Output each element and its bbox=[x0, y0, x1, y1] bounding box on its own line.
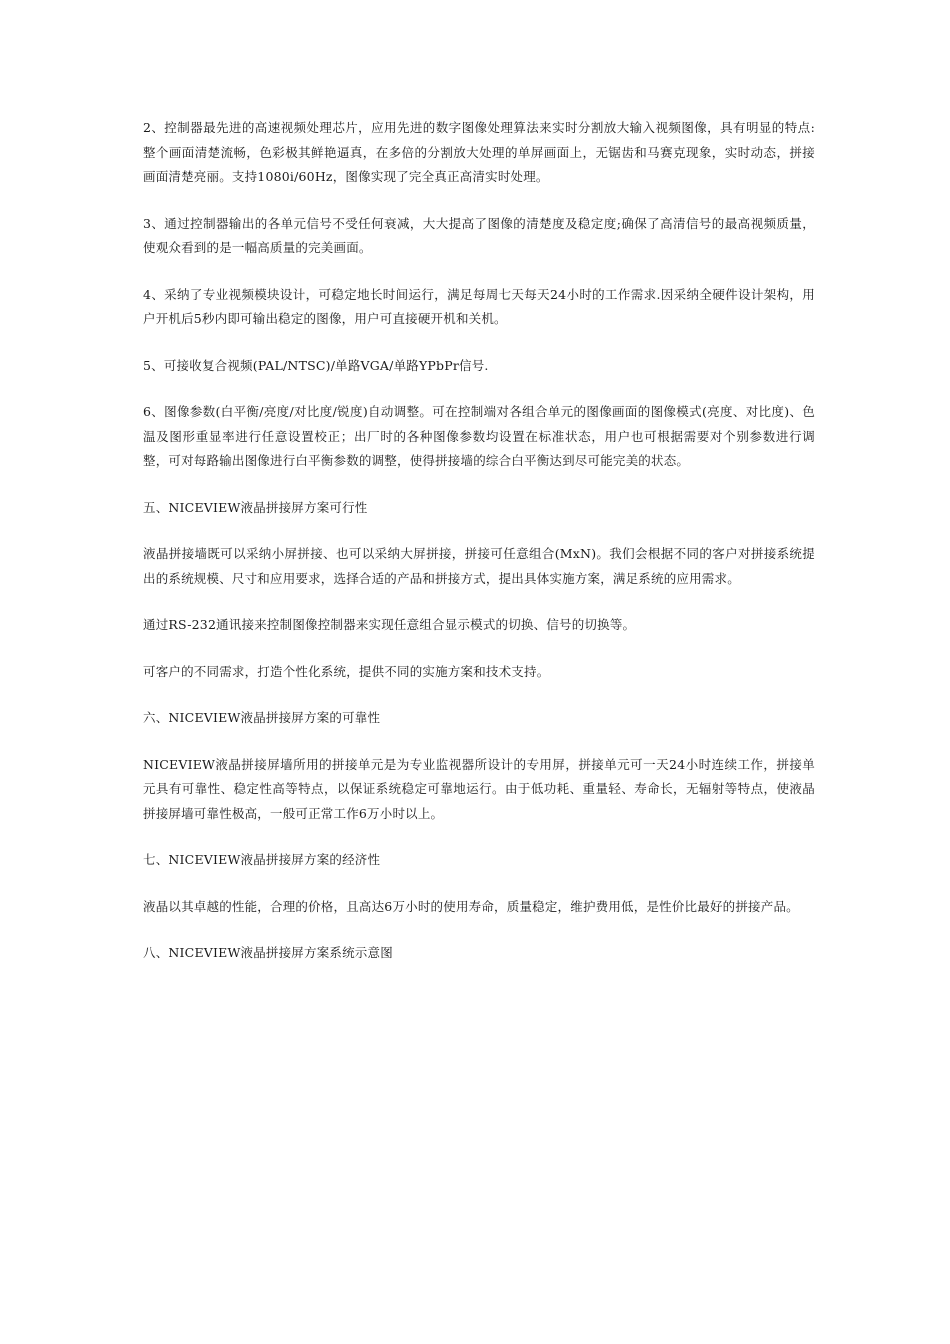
section-heading-feasibility: 五、NICEVIEW液晶拼接屏方案可行性 bbox=[143, 499, 368, 515]
paragraph-feasibility-3: 可客户的不同需求，打造个性化系统，提供不同的实施方案和技术支持。 bbox=[143, 663, 550, 679]
paragraph-feasibility-2: 通过RS-232通讯接来控制图像控制器来实现任意组合显示模式的切换、信号的切换等。 bbox=[143, 617, 636, 632]
section-heading-diagram: 八、NICEVIEW液晶拼接屏方案系统示意图 bbox=[143, 945, 393, 960]
section-heading-reliability: 六、NICEVIEW液晶拼接屏方案的可靠性 bbox=[143, 710, 381, 725]
paragraph-feasibility-1: 液晶拼接墙既可以采纳小屏拼接、也可以采纳大屏拼接，拼接可任意组合(MxN)。我们会根据不同的客户对拼接系统提出的系统规模、尺寸和应用要求，选择合适的产品和拼接方式，提出具体实施方案，满足系统的应用需求。 bbox=[143, 546, 815, 586]
paragraph-item-2: 2、控制器最先进的高速视频处理芯片，应用先进的数字图像处理算法来实时分割放大输入视频图像，具有明显的特点:整个画面清楚流畅，色彩极其鲜艳逼真，在多倍的分割放大处理的单屏画面上，无锯齿和马赛克现象，实时动态，拼接画面清楚亮丽。支持1080i/60Hz，图像实现了完全真正高清实时处理。 bbox=[143, 120, 815, 184]
document-page bbox=[143, 116, 815, 988]
paragraph-economy: 液晶以其卓越的性能，合理的价格，且高达6万小时的使用寿命，质量稳定，维护费用低，是性价比最好的拼接产品。 bbox=[143, 898, 799, 914]
paragraph-item-3: 3、通过控制器输出的各单元信号不受任何衰减，大大提高了图像的清楚度及稳定度;确保了高清信号的最高视频质量，使观众看到的是一幅高质量的完美画面。 bbox=[143, 215, 815, 255]
paragraph-item-4: 4、采纳了专业视频模块设计，可稳定地长时间运行，满足每周七天每天24小时的工作需求.因采纳全硬件设计架构，用户开机后5秒内即可输出稳定的图像，用户可直接硬开机和关机。 bbox=[143, 286, 815, 326]
paragraph-reliability: NICEVIEW液晶拼接屏墙所用的拼接单元是为专业监视器所设计的专用屏，拼接单元可一天24小时连续工作，拼接单元具有可靠性、稳定性高等特点，以保证系统稳定可靠地运行。由于低功耗、重量轻、寿命长，无辐射等特点，使液晶拼接屏墙可靠性极高，一般可正常工作6万小时以上。 bbox=[143, 756, 815, 821]
section-heading-economy: 七、NICEVIEW液晶拼接屏方案的经济性 bbox=[143, 852, 381, 867]
paragraph-item-5: 5、可接收复合视频(PAL/NTSC)/单路VGA/单路YPbPr信号. bbox=[143, 357, 489, 373]
paragraph-item-6: 6、图像参数(白平衡/亮度/对比度/锐度)自动调整。可在控制端对各组合单元的图像画面的图像模式(亮度、对比度)、色温及图形重显率进行任意设置校正；出厂时的各种图像参数均设置在标准状态，用户也可根据需要对个别参数进行调整，可对每路输出图像进行白平衡参数的调整，使得拼接墙的综合白平衡达到尽可能完美的状态。 bbox=[143, 404, 815, 468]
